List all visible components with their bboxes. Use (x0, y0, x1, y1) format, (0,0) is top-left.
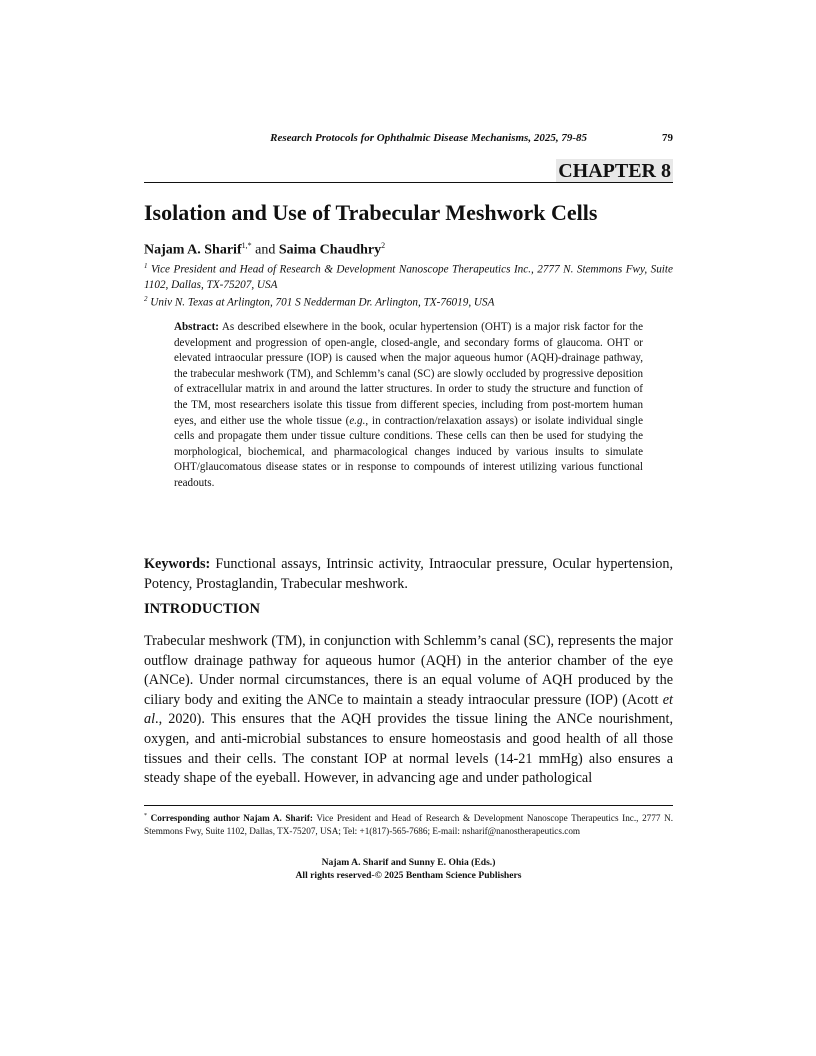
affiliation (144, 292, 673, 311)
author-conjunction: and (251, 242, 279, 258)
abstract-text: , in contraction/relaxation assays) or isolate individual single cells and propagate them under tissue culture conditions. These cells can then be used for studying the morphological, biochemical, and pharmacological changes induced by various insults to simulate OHT/glaucomatous disease states or in response to compounds of interest utilizing various functional readouts. (174, 414, 643, 489)
author-name: Najam A. Sharif (144, 242, 242, 258)
section-heading: INTRODUCTION (144, 601, 261, 617)
page-footer (144, 857, 673, 882)
author-marker: 1,* (241, 241, 252, 250)
author-name: Saima Chaudhry (278, 242, 382, 258)
footnote-label: Corresponding author Najam A. Sharif: (147, 813, 313, 824)
affiliation-text: Univ N. Texas at Arlington, 701 S Nedderman Dr. Arlington, TX-76019, USA (147, 296, 495, 309)
body-text: Trabecular meshwork (TM), in conjunction with Schlemm’s canal (SC), represents the major outflow drainage pathway for aqueous humor (AQH) in the anterior chamber of the eye (ANCe). Under normal circumstances, there is an equal volume of AQH produced by the ciliary body and exiting the ANCe to maintain a steady intraocular pressure (IOP) (Acott (144, 633, 673, 708)
footnote-text: Vice President and Head of Research & Development Nanoscope Therapeutics Inc., 2777 N. Stemmons Fwy, Suite 1102, Dallas, TX-75207, USA; Tel: +1(817)-565-7686; E-mail: nsharif@nanostherapeutics.com (144, 813, 673, 836)
footer-rights: All rights reserved-© 2025 Bentham Science Publishers (295, 869, 522, 881)
footnote (144, 810, 673, 837)
keywords-label: Keywords: (144, 556, 211, 572)
abstract-italic: e.g. (349, 414, 366, 427)
footnote-divider (144, 805, 673, 806)
chapter-divider (144, 182, 673, 183)
affiliation-marker: 1 (144, 262, 148, 270)
journal-citation: Research Protocols for Ophthalmic Disease Mechanisms, 2025, 79-85 (270, 132, 587, 144)
author-marker: 2 (381, 241, 386, 250)
document-page (144, 0, 673, 1056)
running-head (144, 132, 673, 148)
author-list (144, 237, 385, 260)
body-italic: et al (144, 691, 673, 728)
affiliation-marker: 2 (144, 295, 148, 303)
body-text: ., 2020). This ensures that the AQH provides the tissue lining the ANCe nourishment, oxygen, and anti-microbial substances to ensure homeostasis and good health of all those tissues and their cells. The constant IOP at normal levels (14-21 mmHg) also ensures a steady shape of the eyeball. However, in advancing age and under pathological (144, 711, 673, 787)
keywords-text: Functional assays, Intrinsic activity, Intraocular pressure, Ocular hypertension, Potency, Prostaglandin, Trabecular meshwork. (144, 556, 673, 592)
page-number: 79 (662, 132, 673, 144)
chapter-label: CHAPTER 8 (558, 160, 671, 182)
keywords (144, 554, 673, 594)
abstract-label: Abstract: (174, 321, 219, 333)
abstract-text: As described elsewhere in the book, ocular hypertension (OHT) is a major risk factor for the development and progression of open-angle, closed-angle, and secondary forms of glaucoma. OHT or elevated intraocular pressure (IOP) is caused when the major aqueous humor (AQH)-drainage pathway, the trabecular meshwork (TM), and Schlemm’s canal (SC) are slowly occluded by progressive deposition of extracellular matrix in and around the latter structures. In order to study the structure and function of the TM, most researchers isolate this tissue from different species, including from post-mortem human eyes, and either use the whole tissue ( (174, 321, 643, 427)
affiliation-text: Vice President and Head of Research & Development Nanoscope Therapeutics Inc., 2777 N. Stemmons Fwy, Suite 1102, Dallas, TX-75207, USA (144, 263, 673, 292)
chapter-title: Isolation and Use of Trabecular Meshwork Cells (144, 200, 598, 225)
introduction-paragraph (144, 632, 673, 789)
footer-editors: Najam A. Sharif and Sunny E. Ohia (Eds.) (321, 857, 496, 868)
affiliation (144, 259, 673, 294)
footnote-marker: * (144, 813, 147, 819)
abstract (174, 320, 643, 492)
